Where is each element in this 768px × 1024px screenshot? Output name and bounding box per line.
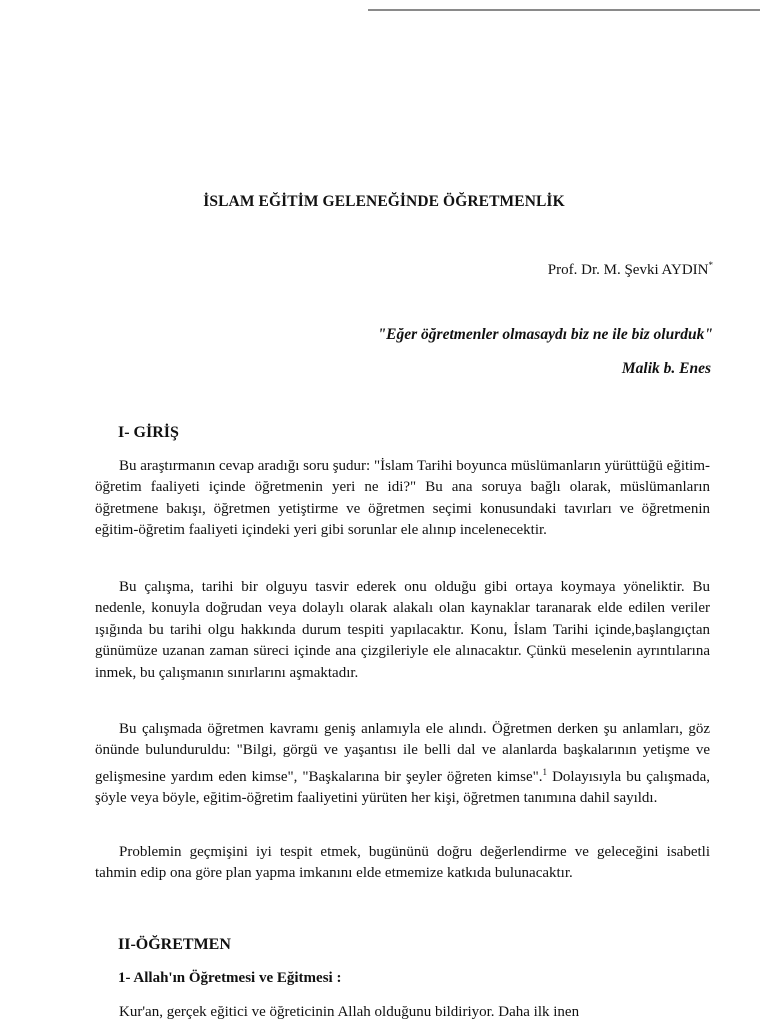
paragraph-3-text-b: Dolayısıyla bu çalışmada, şöyle veya böyle, eğitim-öğretim faaliyetini yürüten her kişi, öğretmen tanımına dahil sayıldı. bbox=[95, 768, 710, 807]
document-title: İSLAM EĞİTİM GELENEĞİNDE ÖĞRETMENLİK bbox=[203, 193, 565, 210]
paragraph-1: Bu araştırmanın cevap aradığı soru şudur: "İslam Tarihi boyunca müslümanların yürüttüğü eğitim-öğretim faaliyeti içinde öğretmenin yeri ne idi?" Bu ana soruya bağlı olarak, müslümanların öğretmene bakışı, öğretmen yetiştirme ve öğretmen seçimi konusundaki tavırları ve öğretmenin eğitim-öğretim faaliyeti içindeki yeri gibi sorunlar ele alınıp incelenecektir. bbox=[95, 458, 710, 539]
epigraph-source: Malik b. Enes bbox=[621, 360, 711, 377]
paragraph-4: Problemin geçmişini iyi tespit etmek, bugününü doğru değerlendirme ve geleceğini isabetli tahmin edip ona göre plan yapma imkanını elde etmemize katkıda bulunacaktır. bbox=[95, 844, 710, 882]
footnote-ref-1: 1 bbox=[542, 766, 548, 777]
section-heading-ogretmen: II-ÖĞRETMEN bbox=[118, 936, 231, 953]
paragraph-5: Kur'an, gerçek eğitici ve öğreticinin Allah olduğunu bildiriyor. Daha ilk inen bbox=[119, 1004, 580, 1020]
subsection-heading-allah: 1- Allah'ın Öğretmesi ve Eğitmesi : bbox=[118, 970, 342, 986]
author-line bbox=[548, 260, 713, 279]
top-rule bbox=[368, 9, 760, 11]
author-name: Prof. Dr. M. Şevki AYDIN bbox=[547, 262, 709, 278]
section-heading-giris: I- GİRİŞ bbox=[118, 424, 179, 441]
paragraph-2: Bu çalışma, tarihi bir olguyu tasvir ederek onu olduğu gibi ortaya koymaya yöneliktir. Bu nedenle, konuyla doğrudan veya dolaylı olarak alakalı olan kaynaklar taranarak elde edilen veriler ışığında bu tarihi olgu hakkında durum tespiti yapılacaktır. Konu, İslam Tarihi içinde,başlangıçtan günümüze uzanan zaman süreci içinde ana çizgileriyle ele alınacaktır. Çünkü meselenin ayrıntılarına inmek, bu çalışmanın sınırlarını aşmaktadır. bbox=[95, 579, 710, 681]
author-footnote-mark: * bbox=[708, 260, 713, 270]
epigraph-quote: "Eğer öğretmenler olmasaydı biz ne ile biz olurduk" bbox=[377, 326, 713, 343]
paragraph-3 bbox=[95, 719, 710, 810]
paragraph-3-text-a: Bu çalışmada öğretmen kavramı geniş anlamıyla ele alındı. Öğretmen derken şu anlamları, göz önünde bulunduruldu: "Bilgi, görgü ve yaşantısı ile belli dal ve alanlarda başkalarının yetişme ve gelişmesine yardım eden kimse", "Başkalarına bir şeyler öğreten kimse". bbox=[95, 721, 710, 785]
